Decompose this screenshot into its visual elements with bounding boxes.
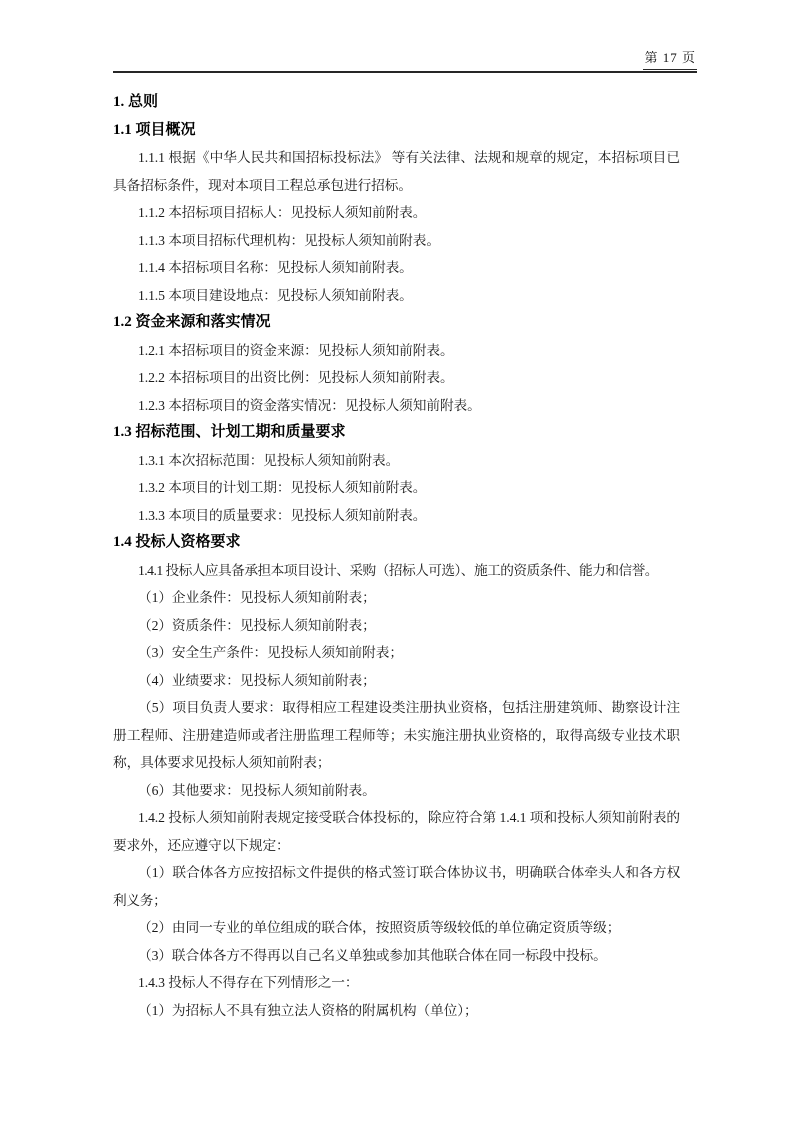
paragraph: 1.4.3 投标人不得存在下列情形之一： <box>138 975 359 990</box>
paragraph: 1.2.2 本招标项目的出资比例：见投标人须知前附表。 <box>138 370 454 385</box>
section-heading: 1.2 资金来源和落实情况 <box>113 314 271 330</box>
paragraph: 1.3.3 本项目的质量要求：见投标人须知前附表。 <box>138 507 427 523</box>
paragraph: （3）联合体各方不得再以自己名义单独或参加其他联合体在同一标段中投标。 <box>138 947 607 963</box>
page-number: 第 17 页 <box>643 47 697 70</box>
paragraph: （2）由同一专业的单位组成的联合体，按照资质等级较低的单位确定资质等级； <box>138 920 621 935</box>
section-heading: 1.4 投标人资格要求 <box>113 534 241 550</box>
paragraph: 1.4.1 投标人应具备承担本项目设计、采购（招标人可选）、施工的资质条件、能力和信誉。 <box>138 562 658 578</box>
paragraph: 1.3.2 本项目的计划工期：见投标人须知前附表。 <box>138 480 427 495</box>
section-heading: 1. 总则 <box>113 94 159 110</box>
paragraph: 1.1.4 本招标项目名称：见投标人须知前附表。 <box>138 260 413 275</box>
section-heading: 1.1 项目概况 <box>113 121 196 138</box>
paragraph: 1.1.3 本项目招标代理机构：见投标人须知前附表。 <box>138 232 440 248</box>
paragraph: 1.2.1 本招标项目的资金来源：见投标人须知前附表。 <box>138 342 454 358</box>
page-header <box>113 47 697 73</box>
paragraph: （1）企业条件：见投标人须知前附表； <box>138 590 376 605</box>
paragraph: 1.3.1 本次招标范围：见投标人须知前附表。 <box>138 452 400 468</box>
paragraph: （1）联合体各方应按招标文件提供的格式签订联合体协议书，明确联合体牵头人和各方权利义务； <box>113 865 680 908</box>
paragraph: 1.2.3 本招标项目的资金落实情况：见投标人须知前附表。 <box>138 397 481 413</box>
document-body <box>113 89 680 1024</box>
paragraph: 1.4.2 投标人须知前附表规定接受联合体投标的，除应符合第 1.4.1 项和投标人须知前附表的要求外，还应遵守以下规定： <box>113 810 680 853</box>
paragraph: 1.1.1 根据《中华人民共和国招标投标法》 等有关法律、法规和规章的规定，本招标项目已具备招标条件，现对本项目工程总承包进行招标。 <box>113 150 680 193</box>
paragraph: 1.1.5 本项目建设地点：见投标人须知前附表。 <box>138 287 413 303</box>
paragraph: （1）为招标人不具有独立法人资格的附属机构（单位）； <box>138 1002 478 1018</box>
paragraph: （4）业绩要求：见投标人须知前附表； <box>138 672 376 688</box>
paragraph: （6）其他要求：见投标人须知前附表。 <box>138 782 376 798</box>
paragraph: （3）安全生产条件：见投标人须知前附表； <box>138 645 403 660</box>
paragraph: （2）资质条件：见投标人须知前附表； <box>138 617 376 633</box>
paragraph: （5）项目负责人要求：取得相应工程建设类注册执业资格，包括注册建筑师、勘察设计注册工程师、注册建造师或者注册监理工程师等；未实施注册执业资格的，取得高级专业技术职称，具体要求见投标人须知前附表； <box>113 700 680 770</box>
paragraph: 1.1.2 本招标项目招标人：见投标人须知前附表。 <box>138 205 427 220</box>
section-heading: 1.3 招标范围、计划工期和质量要求 <box>113 424 346 440</box>
